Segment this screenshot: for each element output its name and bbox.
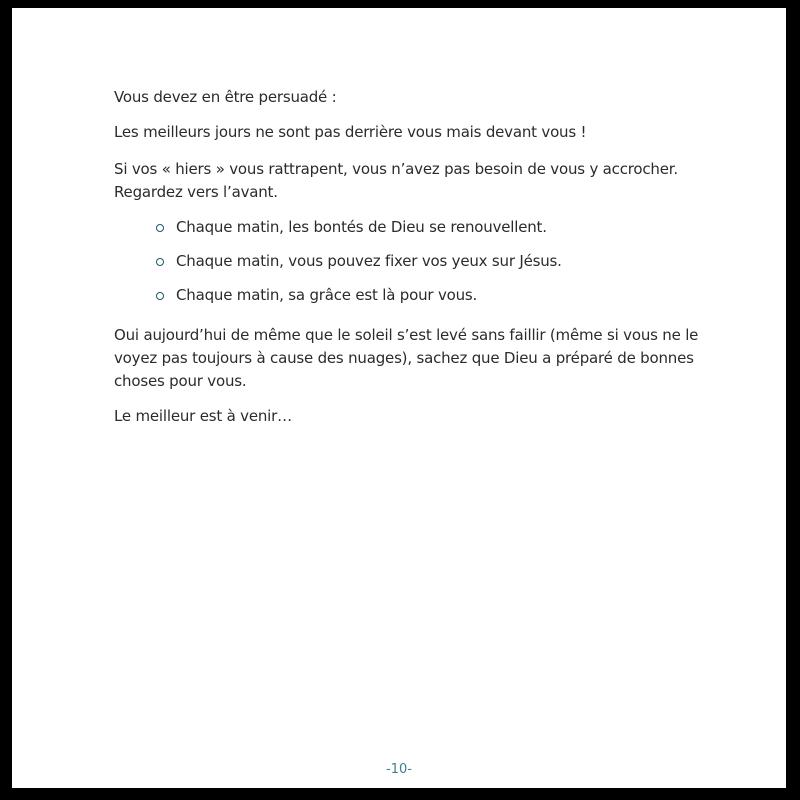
paragraph-best-to-come: Le meilleur est à venir… [114,407,292,425]
bullet-item [156,250,744,284]
page-body [114,86,744,440]
paragraph-yesterdays: Si vos « hiers » vous rattrapent, vous n’avez pas besoin de vous y accrocher. Regardez vers l’avant. [114,160,678,201]
bullet-list [114,216,744,318]
circle-outline-icon [156,224,164,232]
paragraph-best-days: Les meilleurs jours ne sont pas derrière vous mais devant vous ! [114,123,587,141]
paragraph-sun: Oui aujourd’hui de même que le soleil s’est levé sans faillir (même si vous ne le voyez pas toujours à cause des nuages), sachez que Dieu a préparé de bonnes choses pour vous. [114,326,699,390]
circle-outline-icon [156,258,164,266]
bullet-text: Chaque matin, sa grâce est là pour vous. [176,286,478,304]
bullet-item [156,284,744,318]
page-number: -10- [386,762,412,777]
bullet-item [156,216,744,250]
circle-outline-icon [156,292,164,300]
paragraph-persuade: Vous devez en être persuadé : [114,88,337,106]
bullet-text: Chaque matin, vous pouvez fixer vos yeux sur Jésus. [176,252,562,270]
bullet-text: Chaque matin, les bontés de Dieu se renouvellent. [176,218,547,236]
